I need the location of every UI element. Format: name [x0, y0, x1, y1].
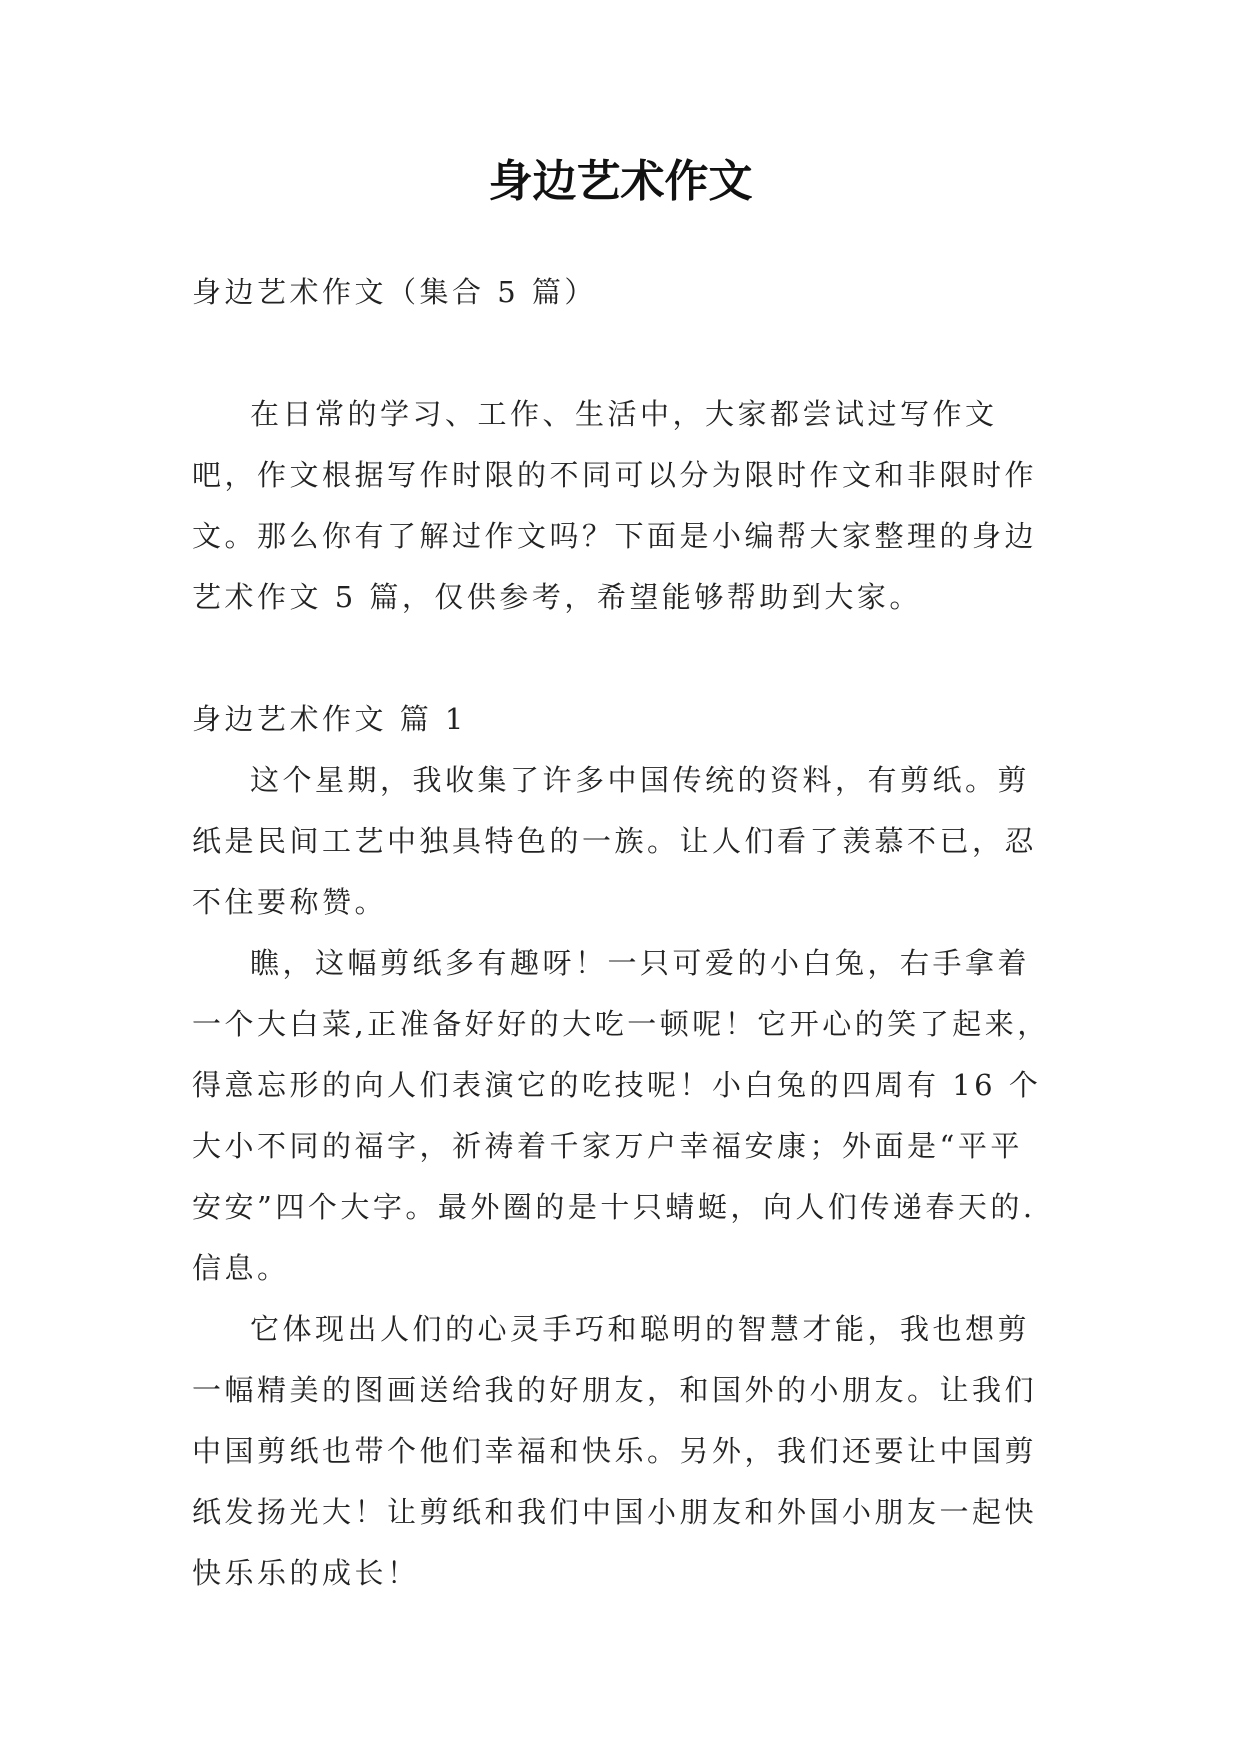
- document-body: [192, 262, 1052, 1604]
- page-title: 身边艺术作文: [488, 156, 753, 207]
- body-paragraph-3: 它体现出人们的心灵手巧和聪明的智慧才能，我也想剪一幅精美的图画送给我的好朋友，和国外的小朋友。让我们中国剪纸也带个他们幸福和快乐。另外，我们还要让中国剪纸发扬光大！让剪纸和我们中国小朋友和外国小朋友一起快快乐乐的成长！: [192, 1312, 1038, 1590]
- document-subtitle: 身边艺术作文（集合 5 篇）: [192, 275, 597, 309]
- section-heading: 身边艺术作文 篇 1: [192, 702, 467, 736]
- intro-paragraph: 在日常的学习、工作、生活中，大家都尝试过写作文吧，作文根据写作时限的不同可以分为限时作文和非限时作文。那么你有了解过作文吗？下面是小编帮大家整理的身边艺术作文 5 篇，仅供参考，希望能够帮助到大家。: [192, 397, 1038, 614]
- body-paragraph-1: 这个星期，我收集了许多中国传统的资料，有剪纸。剪纸是民间工艺中独具特色的一族。让人们看了羡慕不已，忍不住要称赞。: [192, 763, 1038, 919]
- body-paragraph-2: 瞧，这幅剪纸多有趣呀！一只可爱的小白兔，右手拿着一个大白菜,正准备好好的大吃一顿呢！它开心的笑了起来，得意忘形的向人们表演它的吃技呢！小白兔的四周有 16 个大小不同的福字，祈祷着千家万户幸福安康；外面是“平平安安”四个大字。最外圈的是十只蜻蜓，向人们传递春天的.信息。: [192, 946, 1050, 1285]
